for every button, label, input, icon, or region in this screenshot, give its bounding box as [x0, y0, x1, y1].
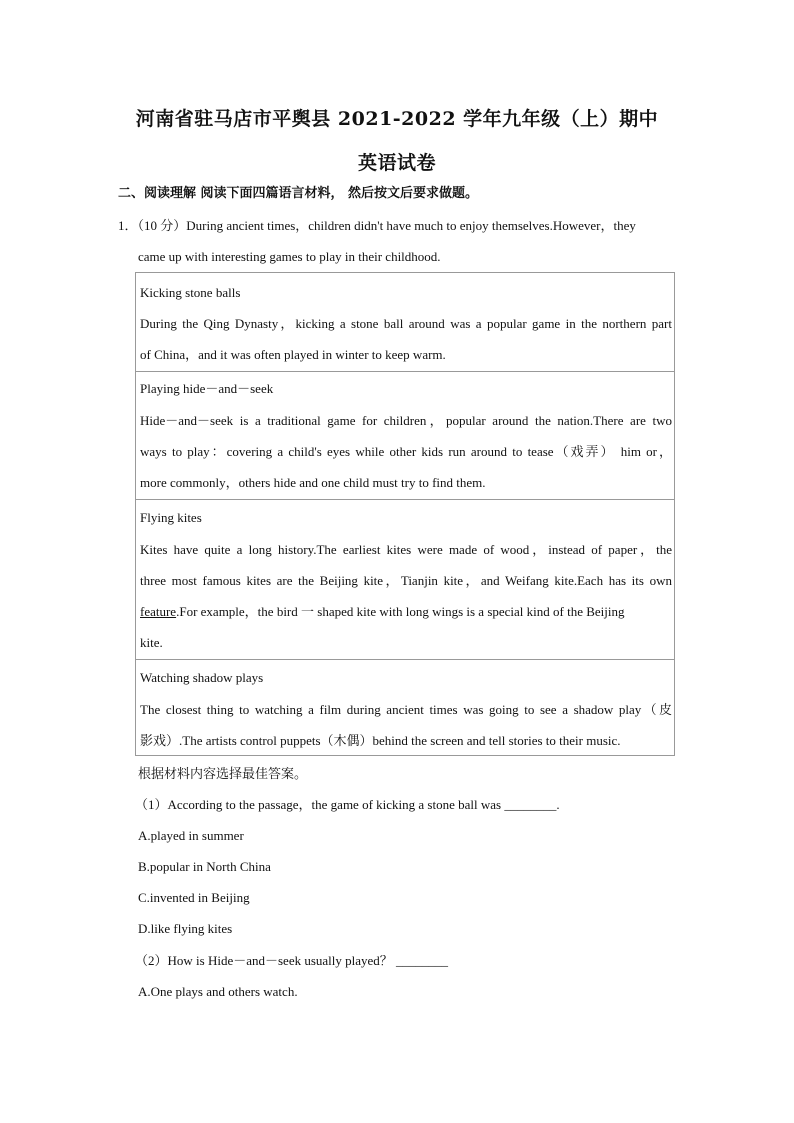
exam-title-line1: 河南省驻马店市平舆县 2021-2022 学年九年级（上）期中 [135, 108, 659, 130]
row-text-line: During the Qing Dynasty，kicking a stone ball around was a popular game in the northern part [140, 316, 672, 331]
row-text-line: three most famous kites are the Beijing kite，Tianjin kite，and Weifang kite.Each has its own [140, 573, 672, 588]
row-title: Flying kites [140, 510, 202, 525]
passage-table [135, 272, 675, 756]
row-text-line [140, 604, 672, 620]
row-text-line: The closest thing to watching a film during ancient times was going to see a shadow play（皮 [140, 702, 672, 717]
question-stem: （2）How is Hide－and－seek usually played？ ________ [135, 953, 449, 968]
row-text-line: kite. [140, 635, 163, 650]
table-row [136, 499, 674, 660]
table-row [136, 371, 674, 500]
answer-option[interactable]: B.popular in North China [138, 859, 271, 874]
table-row [136, 659, 674, 755]
question1-intro-line1: 1．（10 分）During ancient times，children didn't have much to enjoy themselves.However，they [118, 218, 636, 233]
answer-option[interactable]: A.played in summer [138, 828, 244, 843]
row-title: Playing hide－and－seek [140, 381, 274, 396]
underlined-word: feature [140, 604, 177, 619]
question-stem: （1）According to the passage，the game of kicking a stone ball was ________. [135, 797, 560, 812]
row-text-line: ways to play：covering a child's eyes while other kids run around to tease（戏弄） him or， [140, 444, 672, 459]
answer-option[interactable]: A.One plays and others watch. [138, 984, 298, 999]
answer-option[interactable]: C.invented in Beijing [138, 890, 250, 905]
exam-title-line2: 英语试卷 [357, 152, 436, 174]
row-title: Kicking stone balls [140, 285, 241, 300]
row-text-line: Kites have quite a long history.The earliest kites were made of wood，instead of paper，the [140, 542, 672, 557]
question1-intro-line2: came up with interesting games to play in their childhood. [138, 249, 441, 264]
row-text-rest: .For example，the bird 一 shaped kite with long wings is a special kind of the Beijing [176, 604, 625, 619]
instructions: 根据材料内容选择最佳答案。 [138, 766, 308, 781]
row-text-line: of China，and it was often played in winter to keep warm. [140, 347, 446, 362]
section-heading: 二、阅读理解 阅读下面四篇语言材料， 然后按文后要求做题。 [118, 186, 479, 201]
row-text-line: 影戏）.The artists control puppets（木偶）behind the screen and tell stories to their music. [140, 733, 621, 748]
row-text-line: more commonly，others hide and one child must try to find them. [140, 475, 486, 490]
answer-option[interactable]: D.like flying kites [138, 921, 233, 936]
table-row [136, 273, 674, 372]
row-text-line: Hide－and－seek is a traditional game for children，popular around the nation.There are two [140, 413, 672, 428]
row-title: Watching shadow plays [140, 670, 264, 685]
